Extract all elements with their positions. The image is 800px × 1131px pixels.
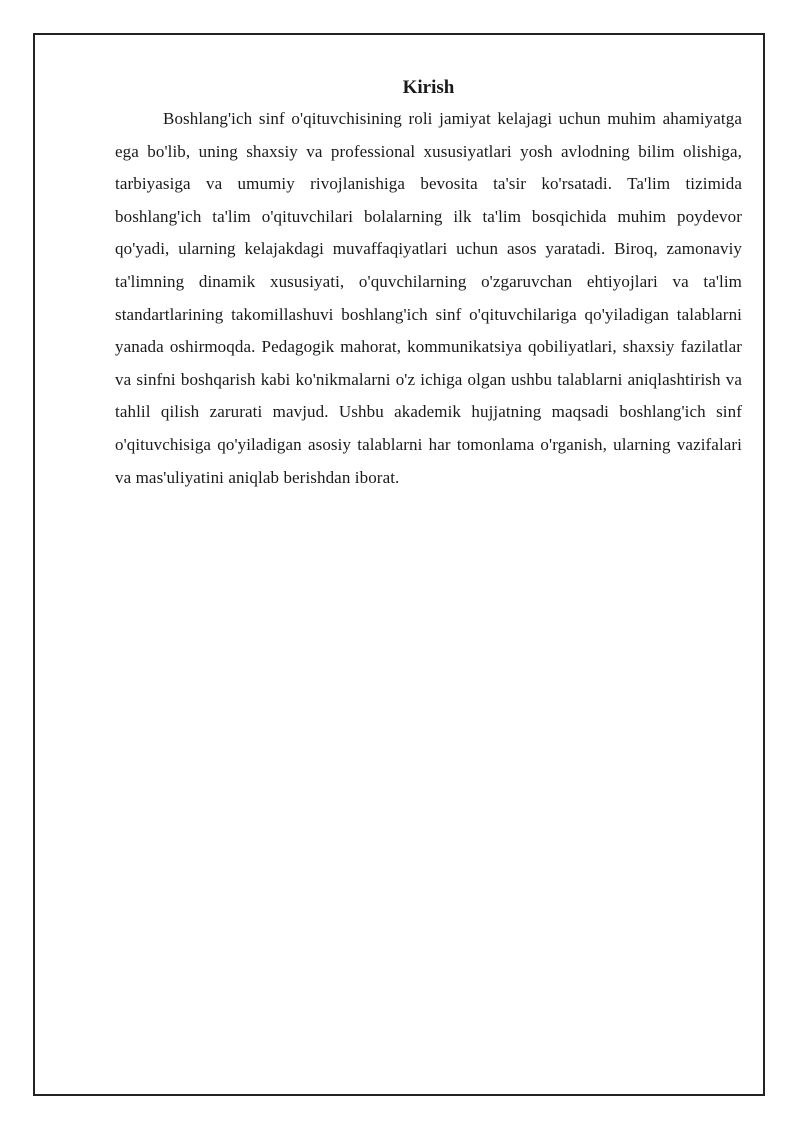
section-heading: Kirish [402, 77, 455, 98]
intro-paragraph: Boshlang'ich sinf o'qituvchisining roli jamiyat kelajagi uchun muhim ahamiyatga ega bo'lib, uning shaxsiy va professional xususiyatlari yosh avlodning bilim olishiga, tarbiyasiga va umumiy rivojlanishiga bevosita ta'sir ko'rsatadi. Ta'lim tizimida boshlang'ich ta'lim o'qituvchilari bolalarning ilk ta'lim bosqichida muhim poydevor qo'yadi, ularning kelajakdagi muvaffaqiyatlari uchun asos yaratadi. Biroq, zamonaviy ta'limning dinamik xususiyati, o'quvchilarning o'zgaruvchan ehtiyojlari va ta'lim standartlarining takomillashuvi boshlang'ich sinf o'qituvchilariga qo'yiladigan talablarni yanada oshirmoqda. Pedagogik mahorat, kommunikatsiya qobiliyatlari, shaxsiy fazilatlar va sinfni boshqarish kabi ko'nikmalarni o'z ichiga olgan ushbu talablarni aniqlashtirish va tahlil qilish zarurati mavjud. Ushbu akademik hujjatning maqsadi boshlang'ich sinf o'qituvchisiga qo'yiladigan asosiy talablarni har tomonlama o'rganish, ularning vazifalari va mas'uliyatini aniqlab berishdan iborat. [115, 109, 742, 487]
document-body [115, 75, 742, 494]
